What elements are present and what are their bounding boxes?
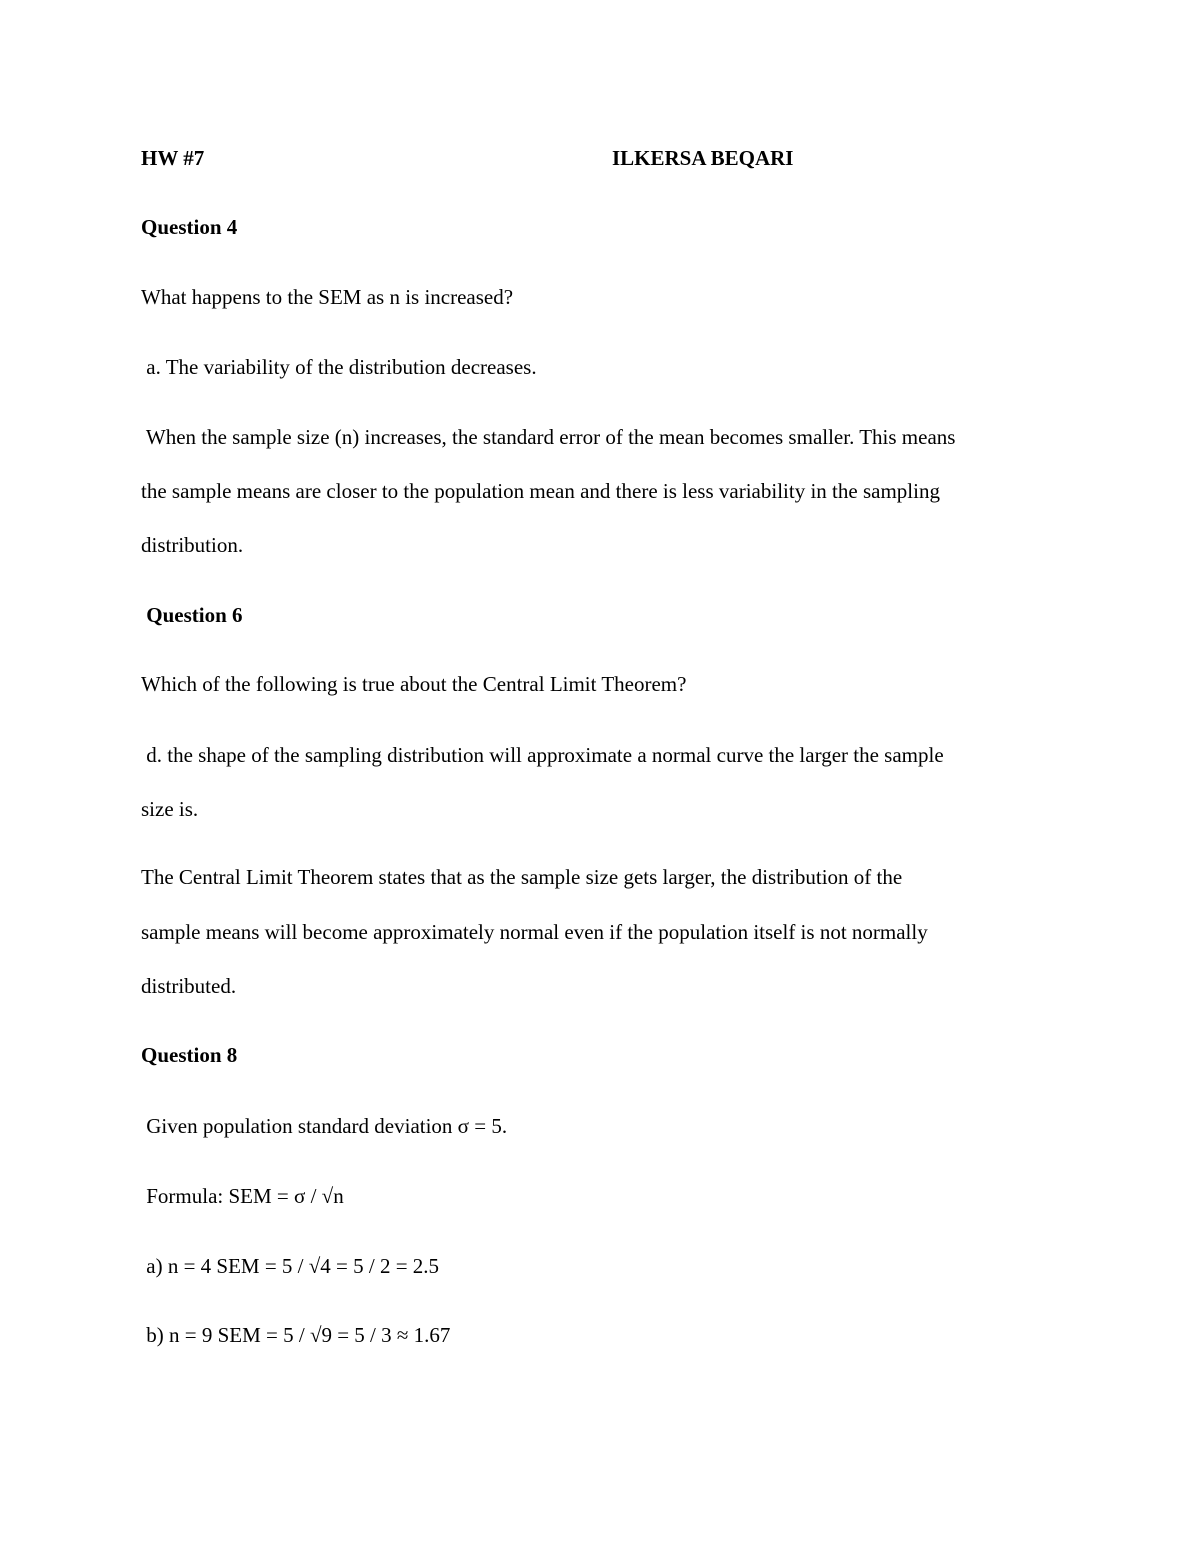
question-4-explanation-line: When the sample size (n) increases, the standard error of the mean becomes smaller. This means	[141, 425, 956, 449]
question-6-explanation-line: sample means will become approximately normal even if the population itself is not normally	[141, 920, 928, 944]
question-6-explanation-line: distributed.	[141, 974, 237, 998]
question-4-title: Question 4	[141, 215, 238, 239]
question-8-part-a: a) n = 4 SEM = 5 / √4 = 5 / 2 = 2.5	[141, 1254, 440, 1278]
question-8-formula: Formula: SEM = σ / √n	[141, 1184, 344, 1208]
question-4-explanation-line: distribution.	[141, 533, 244, 557]
question-4-explanation-line: the sample means are closer to the population mean and there is less variability in the sampling	[141, 479, 940, 503]
question-8-title: Question 8	[141, 1043, 238, 1067]
header-author: ILKERSA BEQARI	[612, 146, 794, 170]
question-4-text: What happens to the SEM as n is increased?	[141, 285, 514, 309]
question-6-answer-line: d. the shape of the sampling distribution will approximate a normal curve the larger the sample	[141, 743, 944, 767]
question-8-given: Given population standard deviation σ = 5.	[141, 1114, 508, 1138]
question-6-answer-line: size is.	[141, 797, 199, 821]
header-left: HW #7	[141, 146, 205, 170]
question-4-answer: a. The variability of the distribution decreases.	[141, 355, 537, 379]
question-6-title: Question 6	[141, 603, 243, 627]
question-6-text: Which of the following is true about the Central Limit Theorem?	[141, 672, 687, 696]
question-8-part-b: b) n = 9 SEM = 5 / √9 = 5 / 3 ≈ 1.67	[141, 1323, 451, 1347]
question-6-explanation-line: The Central Limit Theorem states that as the sample size gets larger, the distribution of the	[141, 865, 903, 889]
